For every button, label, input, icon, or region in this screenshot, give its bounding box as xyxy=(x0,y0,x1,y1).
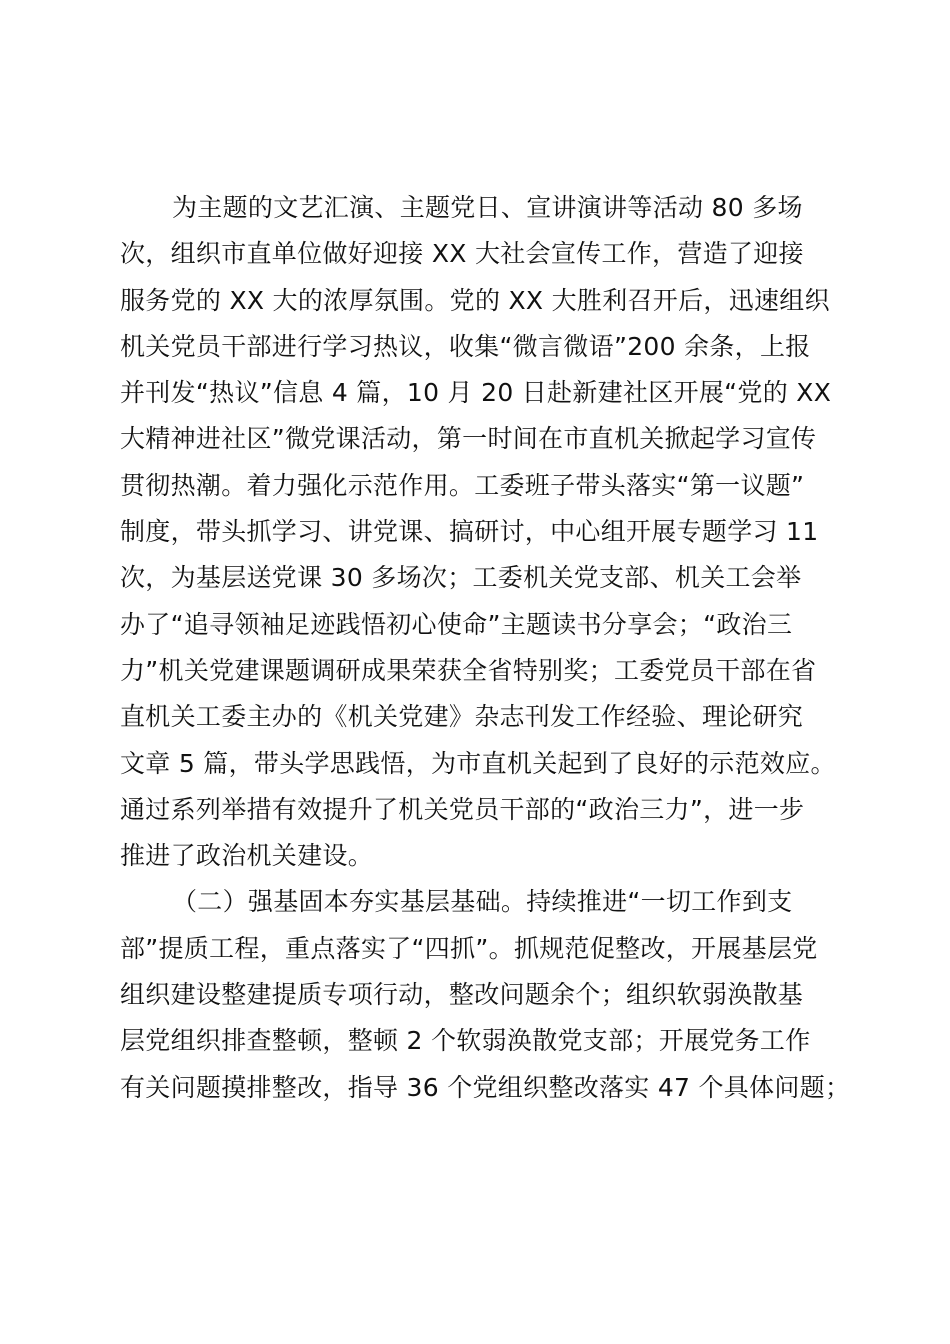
text-line: 通过系列举措有效提升了机关党员干部的“政治三力”，进一步 xyxy=(120,794,805,824)
text-line: 办了“追寻领袖足迹践悟初心使命”主题读书分享会；“政治三 xyxy=(120,609,793,639)
text-line: 为主题的文艺汇演、主题党日、宣讲演讲等活动 80 多场 xyxy=(172,193,803,222)
text-line: 大精神进社区”微党课活动，第一时间在市直机关掀起学习宣传 xyxy=(120,424,817,454)
text-line: 贯彻热潮。着力强化示范作用。工委班子带头落实“第一议题” xyxy=(120,470,805,500)
body-text xyxy=(120,185,851,1111)
text-line: 直机关工委主办的《机关党建》杂志刊发工作经验、理论研究 xyxy=(120,702,804,732)
text-line: 有关问题摸排整改，指导 36 个党组织整改落实 47 个具体问题； xyxy=(120,1072,851,1102)
text-line: 并刊发“热议”信息 4 篇，10 月 20 日赴新建社区开展“党的 XX xyxy=(120,378,832,408)
text-line: 组织建设整建提质专项行动，整改问题余个；组织软弱涣散基 xyxy=(120,980,804,1010)
text-line: 次，为基层送党课 30 多场次；工委机关党支部、机关工会举 xyxy=(120,563,802,593)
text-line: 推进了政治机关建设。 xyxy=(120,841,374,871)
text-line: 部”提质工程，重点落实了“四抓”。抓规范促整改，开展基层党 xyxy=(120,933,818,963)
text-line: 机关党员干部进行学习热议，收集“微言微语”200 余条，上报 xyxy=(120,331,811,361)
text-line: 力”机关党建课题调研成果荣获全省特别奖；工委党员干部在省 xyxy=(120,655,817,685)
section-heading-line: （二）强基固本夯实基层基础。持续推进“一切工作到支 xyxy=(172,887,793,917)
text-line: 次，组织市直单位做好迎接 XX 大社会宣传工作，营造了迎接 xyxy=(120,239,804,269)
text-line: 制度，带头抓学习、讲党课、搞研讨，中心组开展专题学习 11 xyxy=(120,517,819,547)
text-line: 服务党的 XX 大的浓厚氛围。党的 XX 大胜利召开后，迅速组织 xyxy=(120,285,830,315)
text-line: 文章 5 篇，带头学思践悟，为市直机关起到了良好的示范效应。 xyxy=(120,748,836,778)
text-line: 层党组织排查整顿，整顿 2 个软弱涣散党支部；开展党务工作 xyxy=(120,1026,811,1056)
